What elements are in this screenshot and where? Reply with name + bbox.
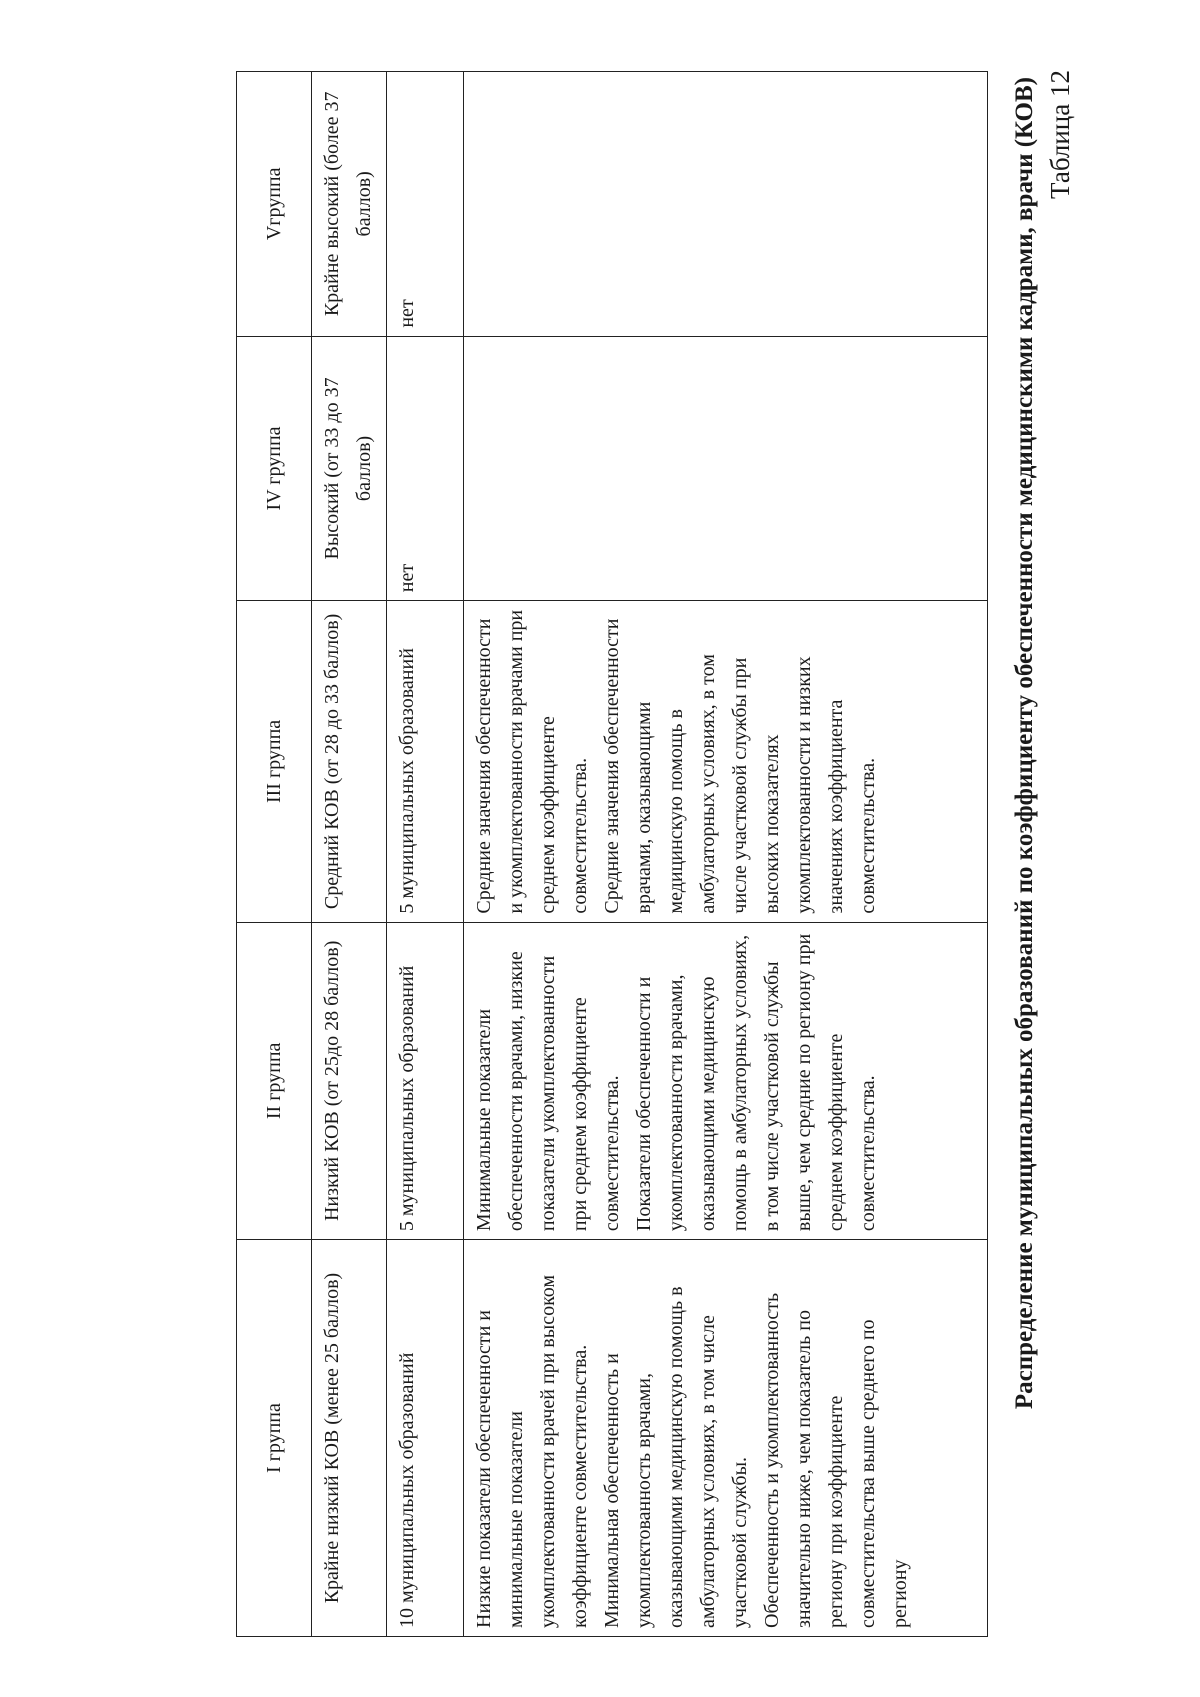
description-cell-4 [464, 336, 988, 601]
table-row-description [464, 72, 988, 1637]
table-row-level [312, 72, 387, 1637]
count-cell-2: 5 муниципальных образований [387, 922, 464, 1240]
level-cell-4: Высокий (от 33 до 37 баллов) [312, 336, 387, 601]
description-cell-1: Низкие показатели обеспеченности и минимальные показатели укомплектованности врачей при высоком коэффициенте совместительства. Минимальная обеспеченность и укомплектованность врачами, оказывающими медицинскую помощь в амбулаторных условиях, в том числе участковой службы. Обеспеченность и укомплектованность значительно ниже, чем показатель по региону при коэффициенте совместительства выше среднего по региону [464, 1240, 988, 1637]
level-cell-1: Крайне низкий КОВ (менее 25 баллов) [312, 1240, 387, 1637]
header-group-5: Vгруппа [237, 72, 312, 337]
count-cell-4: нет [387, 336, 464, 601]
description-cell-3: Средние значения обеспеченности и укомплектованности врачами при среднем коэффициенте совместительства. Средние значения обеспеченности врачами, оказывающими медицинскую помощь в амбулаторных условиях, в том числе участковой службы при высоких показателях укомплектованности и низких значениях коэффициента совместительства. [464, 601, 988, 922]
table-number: Таблица 12 [1045, 70, 1075, 199]
header-group-2: II группа [237, 922, 312, 1240]
count-cell-3: 5 муниципальных образований [387, 601, 464, 922]
level-cell-2: Низкий КОВ (от 25до 28 баллов) [312, 922, 387, 1240]
table-header-row [237, 72, 312, 1637]
table-title: Распределение муниципальных образований по коэффициенту обеспеченности медицинскими кадрами, врачи (КОВ) [1011, 77, 1038, 1410]
count-cell-5: нет [387, 72, 464, 337]
description-cell-2: Минимальные показатели обеспеченности врачами, низкие показатели укомплектованности при среднем коэффициенте совместительства. Показатели обеспеченности и укомплектованности врачами, оказывающими медицинскую помощь в амбулаторных условиях, в том числе участковой службы выше, чем средние по региону при среднем коэффициенте совместительства. [464, 922, 988, 1240]
description-cell-5 [464, 72, 988, 337]
distribution-table [236, 71, 988, 1637]
count-cell-1: 10 муниципальных образований [387, 1240, 464, 1637]
header-group-1: I группа [237, 1240, 312, 1637]
table-row-count [387, 72, 464, 1637]
header-group-3: III группа [237, 601, 312, 922]
level-cell-5: Крайне высокий (более 37 баллов) [312, 72, 387, 337]
header-group-4: IV группа [237, 336, 312, 601]
level-cell-3: Средний КОВ (от 28 до 33 баллов) [312, 601, 387, 922]
